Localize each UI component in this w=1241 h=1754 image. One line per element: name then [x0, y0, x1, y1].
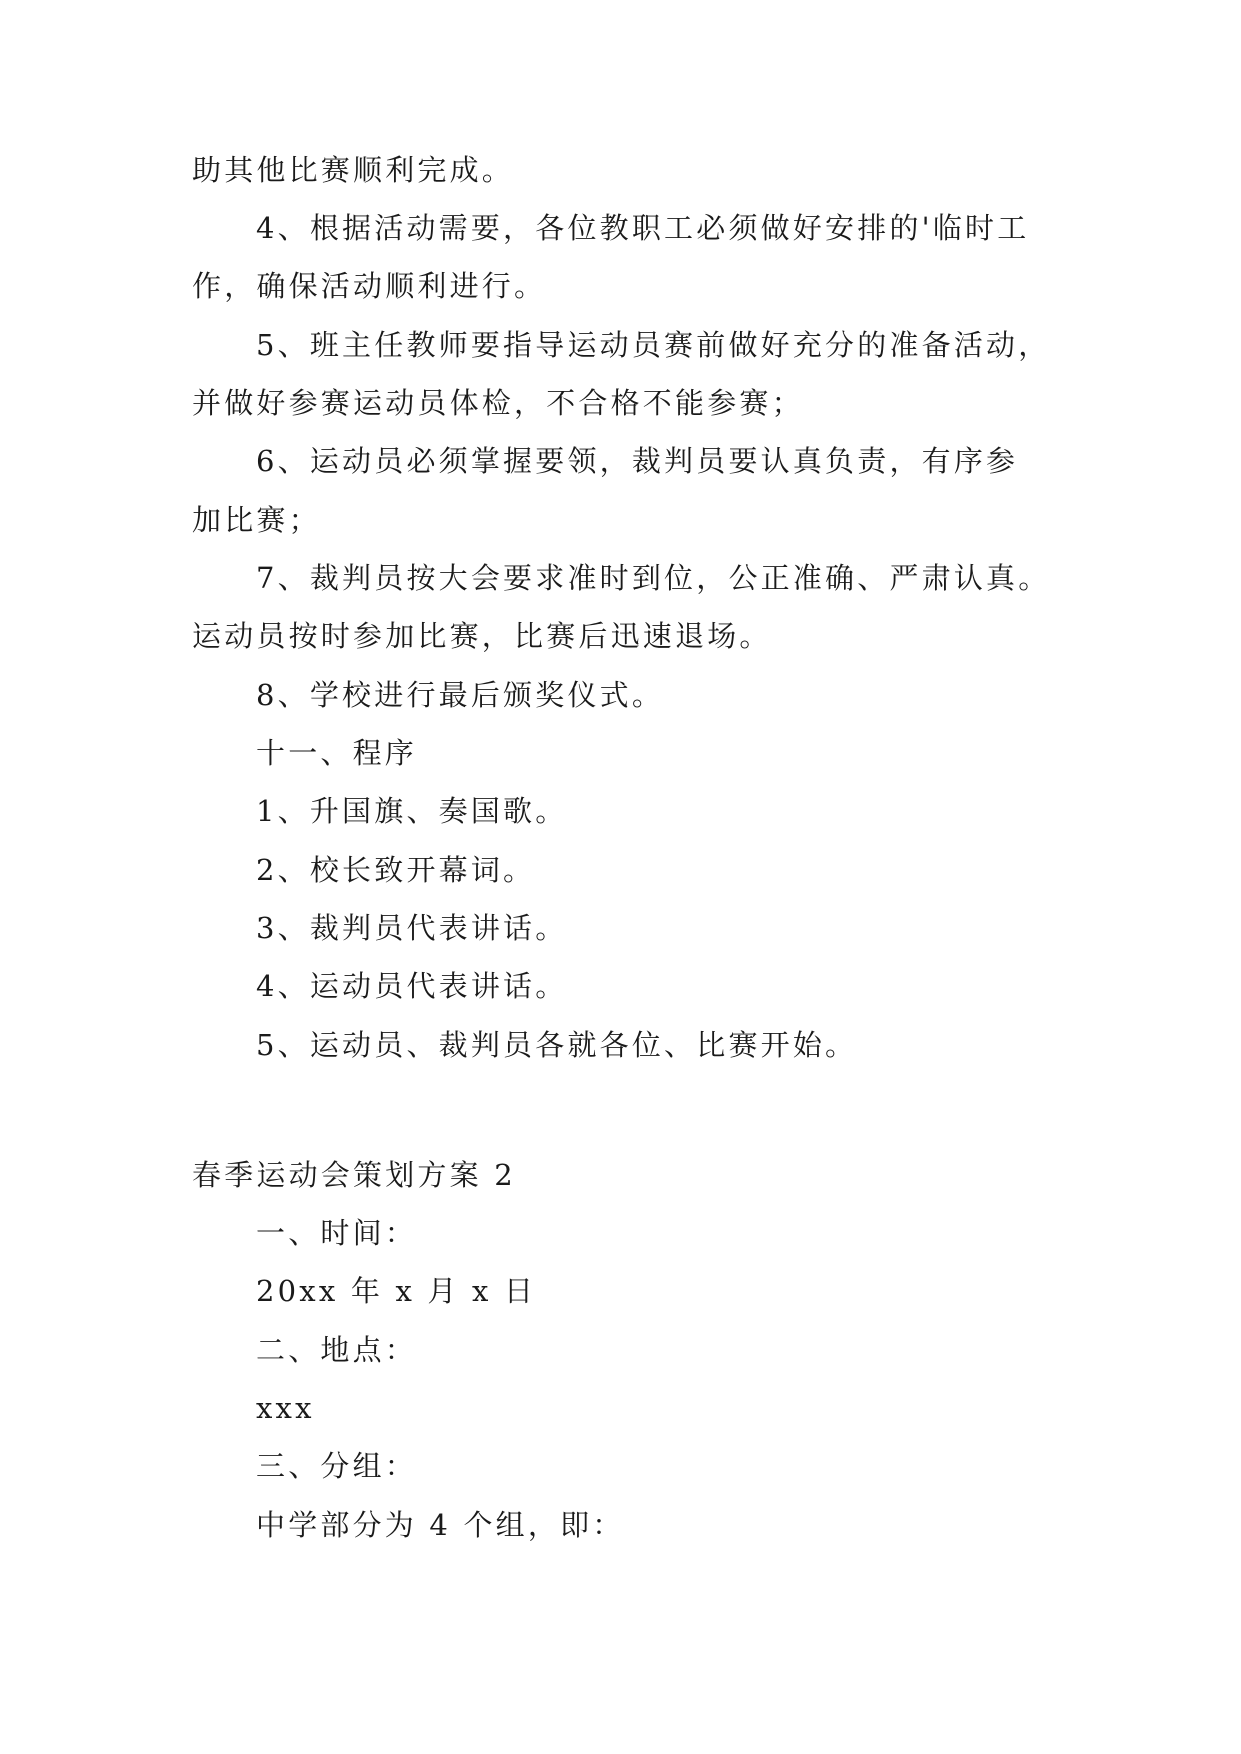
text-line: 并做好参赛运动员体检，不合格不能参赛；	[192, 386, 804, 420]
text-line: 5、班主任教师要指导运动员赛前做好充分的准备活动，	[256, 328, 1051, 362]
text-line: 7、裁判员按大会要求准时到位，公正准确、严肃认真。	[256, 561, 1051, 595]
section-heading: 十一、程序	[256, 736, 418, 770]
text-line: 2、校长致开幕词。	[256, 853, 536, 887]
section-heading: 三、分组：	[256, 1449, 418, 1483]
text-line: 4、运动员代表讲话。	[256, 969, 568, 1003]
text-line: 助其他比赛顺利完成。	[192, 153, 515, 187]
text-line: 20xx 年 x 月 x 日	[256, 1274, 537, 1308]
document-title: 春季运动会策划方案 2	[192, 1158, 516, 1192]
text-line: 8、学校进行最后颁奖仪式。	[256, 678, 665, 712]
text-line: 3、裁判员代表讲话。	[256, 911, 568, 945]
text-line: 1、升国旗、奏国歌。	[256, 794, 568, 828]
section-heading: 二、地点：	[256, 1333, 418, 1367]
text-line: 作，确保活动顺利进行。	[192, 269, 547, 303]
text-line: 4、根据活动需要，各位教职工必须做好安排的'临时工	[256, 211, 1030, 245]
text-line: 6、运动员必须掌握要领，裁判员要认真负责，有序参	[256, 444, 1019, 478]
section-heading: 一、时间：	[256, 1216, 418, 1250]
text-line: 中学部分为 4 个组，即：	[256, 1508, 625, 1542]
text-line: 运动员按时参加比赛，比赛后迅速退场。	[192, 619, 772, 653]
text-line: xxx	[256, 1391, 315, 1425]
text-line: 5、运动员、裁判员各就各位、比赛开始。	[256, 1028, 858, 1062]
text-line: 加比赛；	[192, 503, 321, 537]
